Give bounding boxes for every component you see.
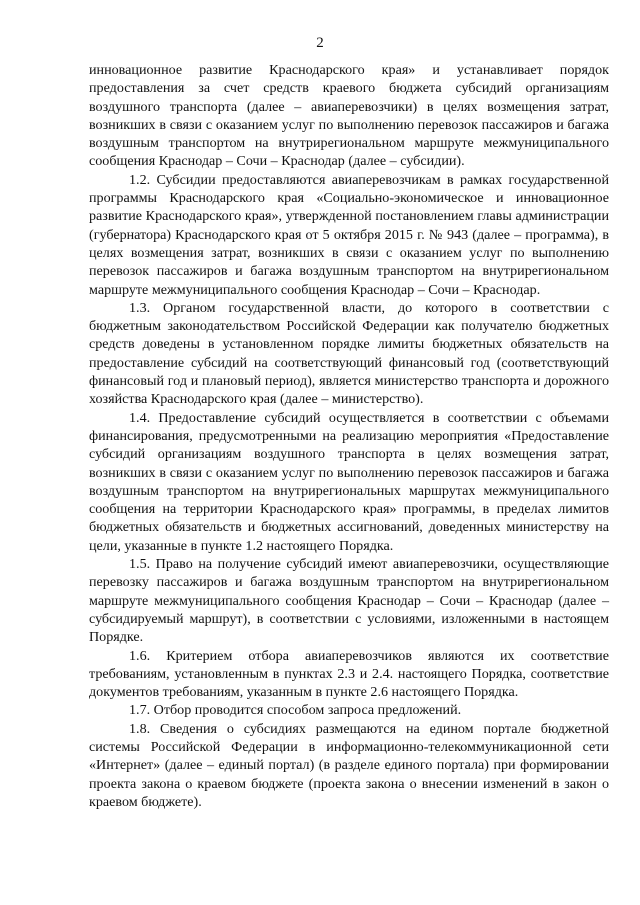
page-number: 2	[316, 35, 324, 51]
paragraph-1-8: 1.8. Сведения о субсидиях размещаются на едином портале бюджетной системы Российской Федерации в информационно-телекоммуникационной сети «Интернет» (далее – единый портал) (в разделе единого портала) при формировании проекта закона о краевом бюджете (проекта закона о внесении изменений в закон о краевом бюджете).	[89, 720, 609, 810]
paragraph-1-5: 1.5. Право на получение субсидий имеют авиаперевозчики, осуществляющие перевозку пассажиров и багажа воздушным транспортом на внутрирегиональном маршруте межмуниципального сообщения Краснодар – Сочи – Краснодар (далее – субсидируемый маршрут), в соответствии с условиями, изложенными в настоящем Порядке.	[89, 556, 609, 646]
document-body	[89, 61, 609, 811]
paragraph-1-2: 1.2. Субсидии предоставляются авиаперевозчикам в рамках государственной программы Краснодарского края «Социально-экономическое и инновационное развитие Краснодарского края», утвержденной постановлением главы администрации (губернатора) Краснодарского края от 5 октября 2015 г. № 943 (далее – программа), в целях возмещения затрат, возникших в связи с оказанием услуг по выполнению перевозок пассажиров и багажа воздушным транспортом на внутрирегиональном маршруте межмуниципального сообщения Краснодар – Сочи – Краснодар.	[89, 171, 609, 298]
paragraph-1-3: 1.3. Органом государственной власти, до которого в соответствии с бюджетным законодательством Российской Федерации как получателю бюджетных средств доведены в установленном порядке лимиты бюджетных обязательств на предоставление субсидий на соответствующий финансовый год (соответствующий финансовый год и плановый период), является министерство транспорта и дорожного хозяйства Краснодарского края (далее – министерство).	[89, 299, 609, 408]
paragraph-1-1-continuation: инновационное развитие Краснодарского края» и устанавливает порядок предоставления за счет средств краевого бюджета субсидий организациям воздушного транспорта (далее – авиаперевозчики) в целях возмещения затрат, возникших в связи с оказанием услуг по выполнению перевозок пассажиров и багажа воздушным транспортом на внутрирегиональном маршруте межмуниципального сообщения Краснодар – Сочи – Краснодар (далее – субсидии).	[89, 62, 609, 170]
paragraph-1-4: 1.4. Предоставление субсидий осуществляется в соответствии с объемами финансирования, предусмотренными на реализацию мероприятия «Предоставление субсидий организациям воздушного транспорта в целях возмещения затрат, возникших в связи с оказанием услуг по выполнению перевозок пассажиров и багажа воздушным транспортом на внутрирегиональных маршрутах межмуниципального сообщения на территории Краснодарского края» программы, в пределах лимитов бюджетных обязательств и бюджетных ассигнований, доведенных министерству на цели, указанные в пункте 1.2 настоящего Порядка.	[89, 409, 609, 554]
paragraph-1-6: 1.6. Критерием отбора авиаперевозчиков являются их соответствие требованиям, установленным в пунктах 2.3 и 2.4. настоящего Порядка, соответствие документов требованиям, указанным в пункте 2.6 настоящего Порядка.	[89, 647, 609, 701]
paragraph-1-7: 1.7. Отбор проводится способом запроса предложений.	[129, 702, 462, 719]
